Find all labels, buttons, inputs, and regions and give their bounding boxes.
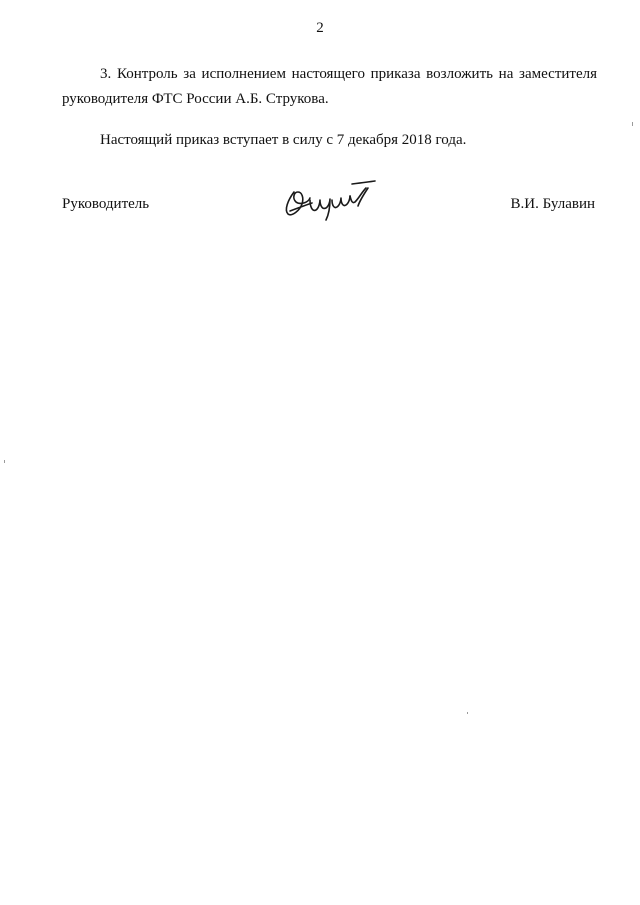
paragraph-control-order: 3. Контроль за исполнением настоящего приказа возложить на заместителя руководителя ФТС России А.Б. Струкова. xyxy=(62,66,597,107)
scan-speck xyxy=(632,122,633,126)
signer-title: Руководитель xyxy=(62,196,150,212)
handwritten-signature xyxy=(280,178,380,224)
page-number: 2 xyxy=(316,20,324,36)
scan-speck xyxy=(467,712,468,714)
scan-speck xyxy=(4,460,5,463)
paragraph-effective-date: Настоящий приказ вступает в силу с 7 декабря 2018 года. xyxy=(100,132,467,148)
signer-name: В.И. Булавин xyxy=(510,196,595,212)
